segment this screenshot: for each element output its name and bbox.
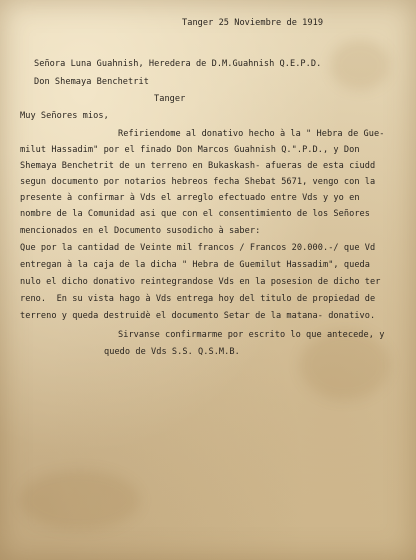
closing-line-2: quedo de Vds S.S. Q.S.M.B. (104, 347, 240, 357)
body-line: Shemaya Benchetrit de un terreno en Bukaskash- afueras de esta ciudd (20, 161, 376, 171)
letter-date: Tanger 25 Noviembre de 1919 (182, 18, 324, 28)
recipient-line-1: Señora Luna Guahnish, Heredera de D.M.Guahnish Q.E.P.D. (34, 59, 322, 69)
body-line: terreno y queda destruidè el documento Setar de la matana- donativo. (20, 311, 376, 321)
body-line: mencionados en el Documento susodicho à saber: (20, 226, 261, 236)
paper-stain (20, 470, 140, 530)
body-line: segun documento por notarios hebreos fecha Shebat 5671, vengo con la (20, 177, 376, 187)
body-line: Que por la cantidad de Veinte mil francos / Francos 20.000.-/ que Vd (20, 243, 376, 253)
body-line: Refiriendome al donativo hecho à la " Hebra de Gue- (118, 129, 385, 139)
paper-stain (330, 40, 390, 90)
body-line: presente à confirmar à Vds el arreglo efectuado entre Vds y yo en (20, 193, 360, 203)
salutation: Muy Señores mios, (20, 111, 109, 121)
body-line: nombre de la Comunidad asi que con el consentimiento de los Señores (20, 209, 370, 219)
recipient-city: Tanger (154, 94, 186, 104)
body-line: reno. En su vista hago à Vds entrega hoy del titulo de propiedad de (20, 294, 376, 304)
body-line: entregan à la caja de la dicha " Hebra de Guemilut Hassadim", queda (20, 260, 370, 270)
recipient-line-2: Don Shemaya Benchetrit (34, 77, 149, 87)
body-line: nulo el dicho donativo reintegrandose Vds en la posesion de dicho ter (20, 277, 381, 287)
body-line: milut Hassadim" por el finado Don Marcos Guahnish Q.".P.D., y Don (20, 145, 360, 155)
paper-stain (300, 330, 390, 400)
closing-line-1: Sirvanse confirmarme por escrito lo que antecede, y (118, 330, 385, 340)
